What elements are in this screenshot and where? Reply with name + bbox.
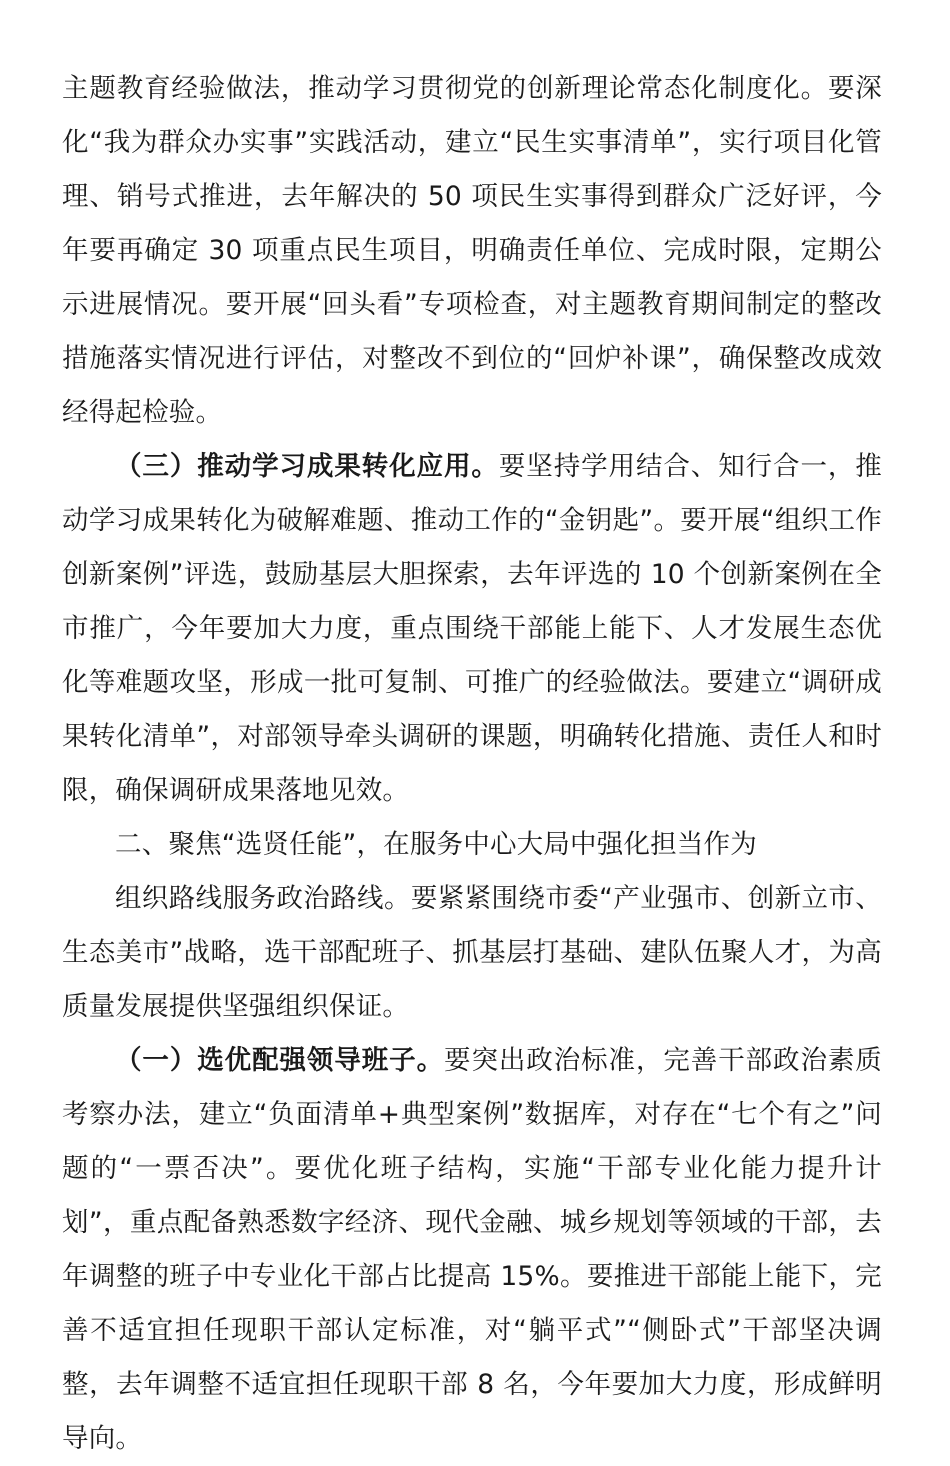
para-section-2-heading: [62, 818, 882, 872]
para-section-2-heading-run-0: 二、聚焦“选贤任能”，在服务中心大局中强化担当作为: [115, 829, 757, 860]
para-section-1-3: [62, 440, 882, 818]
para-section-2-1: [62, 1034, 882, 1466]
document-body: [62, 62, 882, 1466]
para-section-2-intro-run-0: 组织路线服务政治路线。要紧紧围绕市委“产业强市、创新立市、生态美市”战略，选干部配班子、抓基层打基础、建队伍聚人才，为高质量发展提供坚强组织保证。: [62, 883, 882, 1022]
para-section-2-1-run-1: 要突出政治标准，完善干部政治素质考察办法，建立“负面清单+典型案例”数据库，对存在“七个有之”问题的“一票否决”。要优化班子结构，实施“干部专业化能力提升计划”，重点配备熟悉数字经济、现代金融、城乡规划等领域的干部，去年调整的班子中专业化干部占比提高 15%。要推进干部能上能下，完善不适宜担任现职干部认定标准，对“躺平式”“侧卧式”干部坚决调整，去年调整不适宜担任现职干部 8 名，今年要加大力度，形成鲜明导向。: [62, 1045, 883, 1454]
para-section-2-1-run-0: （一）选优配强领导班子。: [115, 1045, 445, 1076]
para-section-1-3-run-1: 要坚持学用结合、知行合一，推动学习成果转化为破解难题、推动工作的“金钥匙”。要开展“组织工作创新案例”评选，鼓励基层大胆探索，去年评选的 10 个创新案例在全市推广，今年要加大力度，重点围绕干部能上能下、人才发展生态优化等难题攻坚，形成一批可复制、可推广的经验做法。要建立“调研成果转化清单”，对部领导牵头调研的课题，明确转化措施、责任人和时限，确保调研成果落地见效。: [62, 451, 882, 806]
para-section-2-intro: [62, 872, 882, 1034]
para-continued-run-0: 主题教育经验做法，推动学习贯彻党的创新理论常态化制度化。要深化“我为群众办实事”实践活动，建立“民生实事清单”，实行项目化管理、销号式推进，去年解决的 50 项民生实事得到群众广泛好评，今年要再确定 30 项重点民生项目，明确责任单位、完成时限，定期公示进展情况。要开展“回头看”专项检查，对主题教育期间制定的整改措施落实情况进行评估，对整改不到位的“回炉补课”，确保整改成效经得起检验。: [62, 73, 882, 428]
para-continued: [62, 62, 882, 440]
para-section-1-3-run-0: （三）推动学习成果转化应用。: [115, 451, 499, 482]
